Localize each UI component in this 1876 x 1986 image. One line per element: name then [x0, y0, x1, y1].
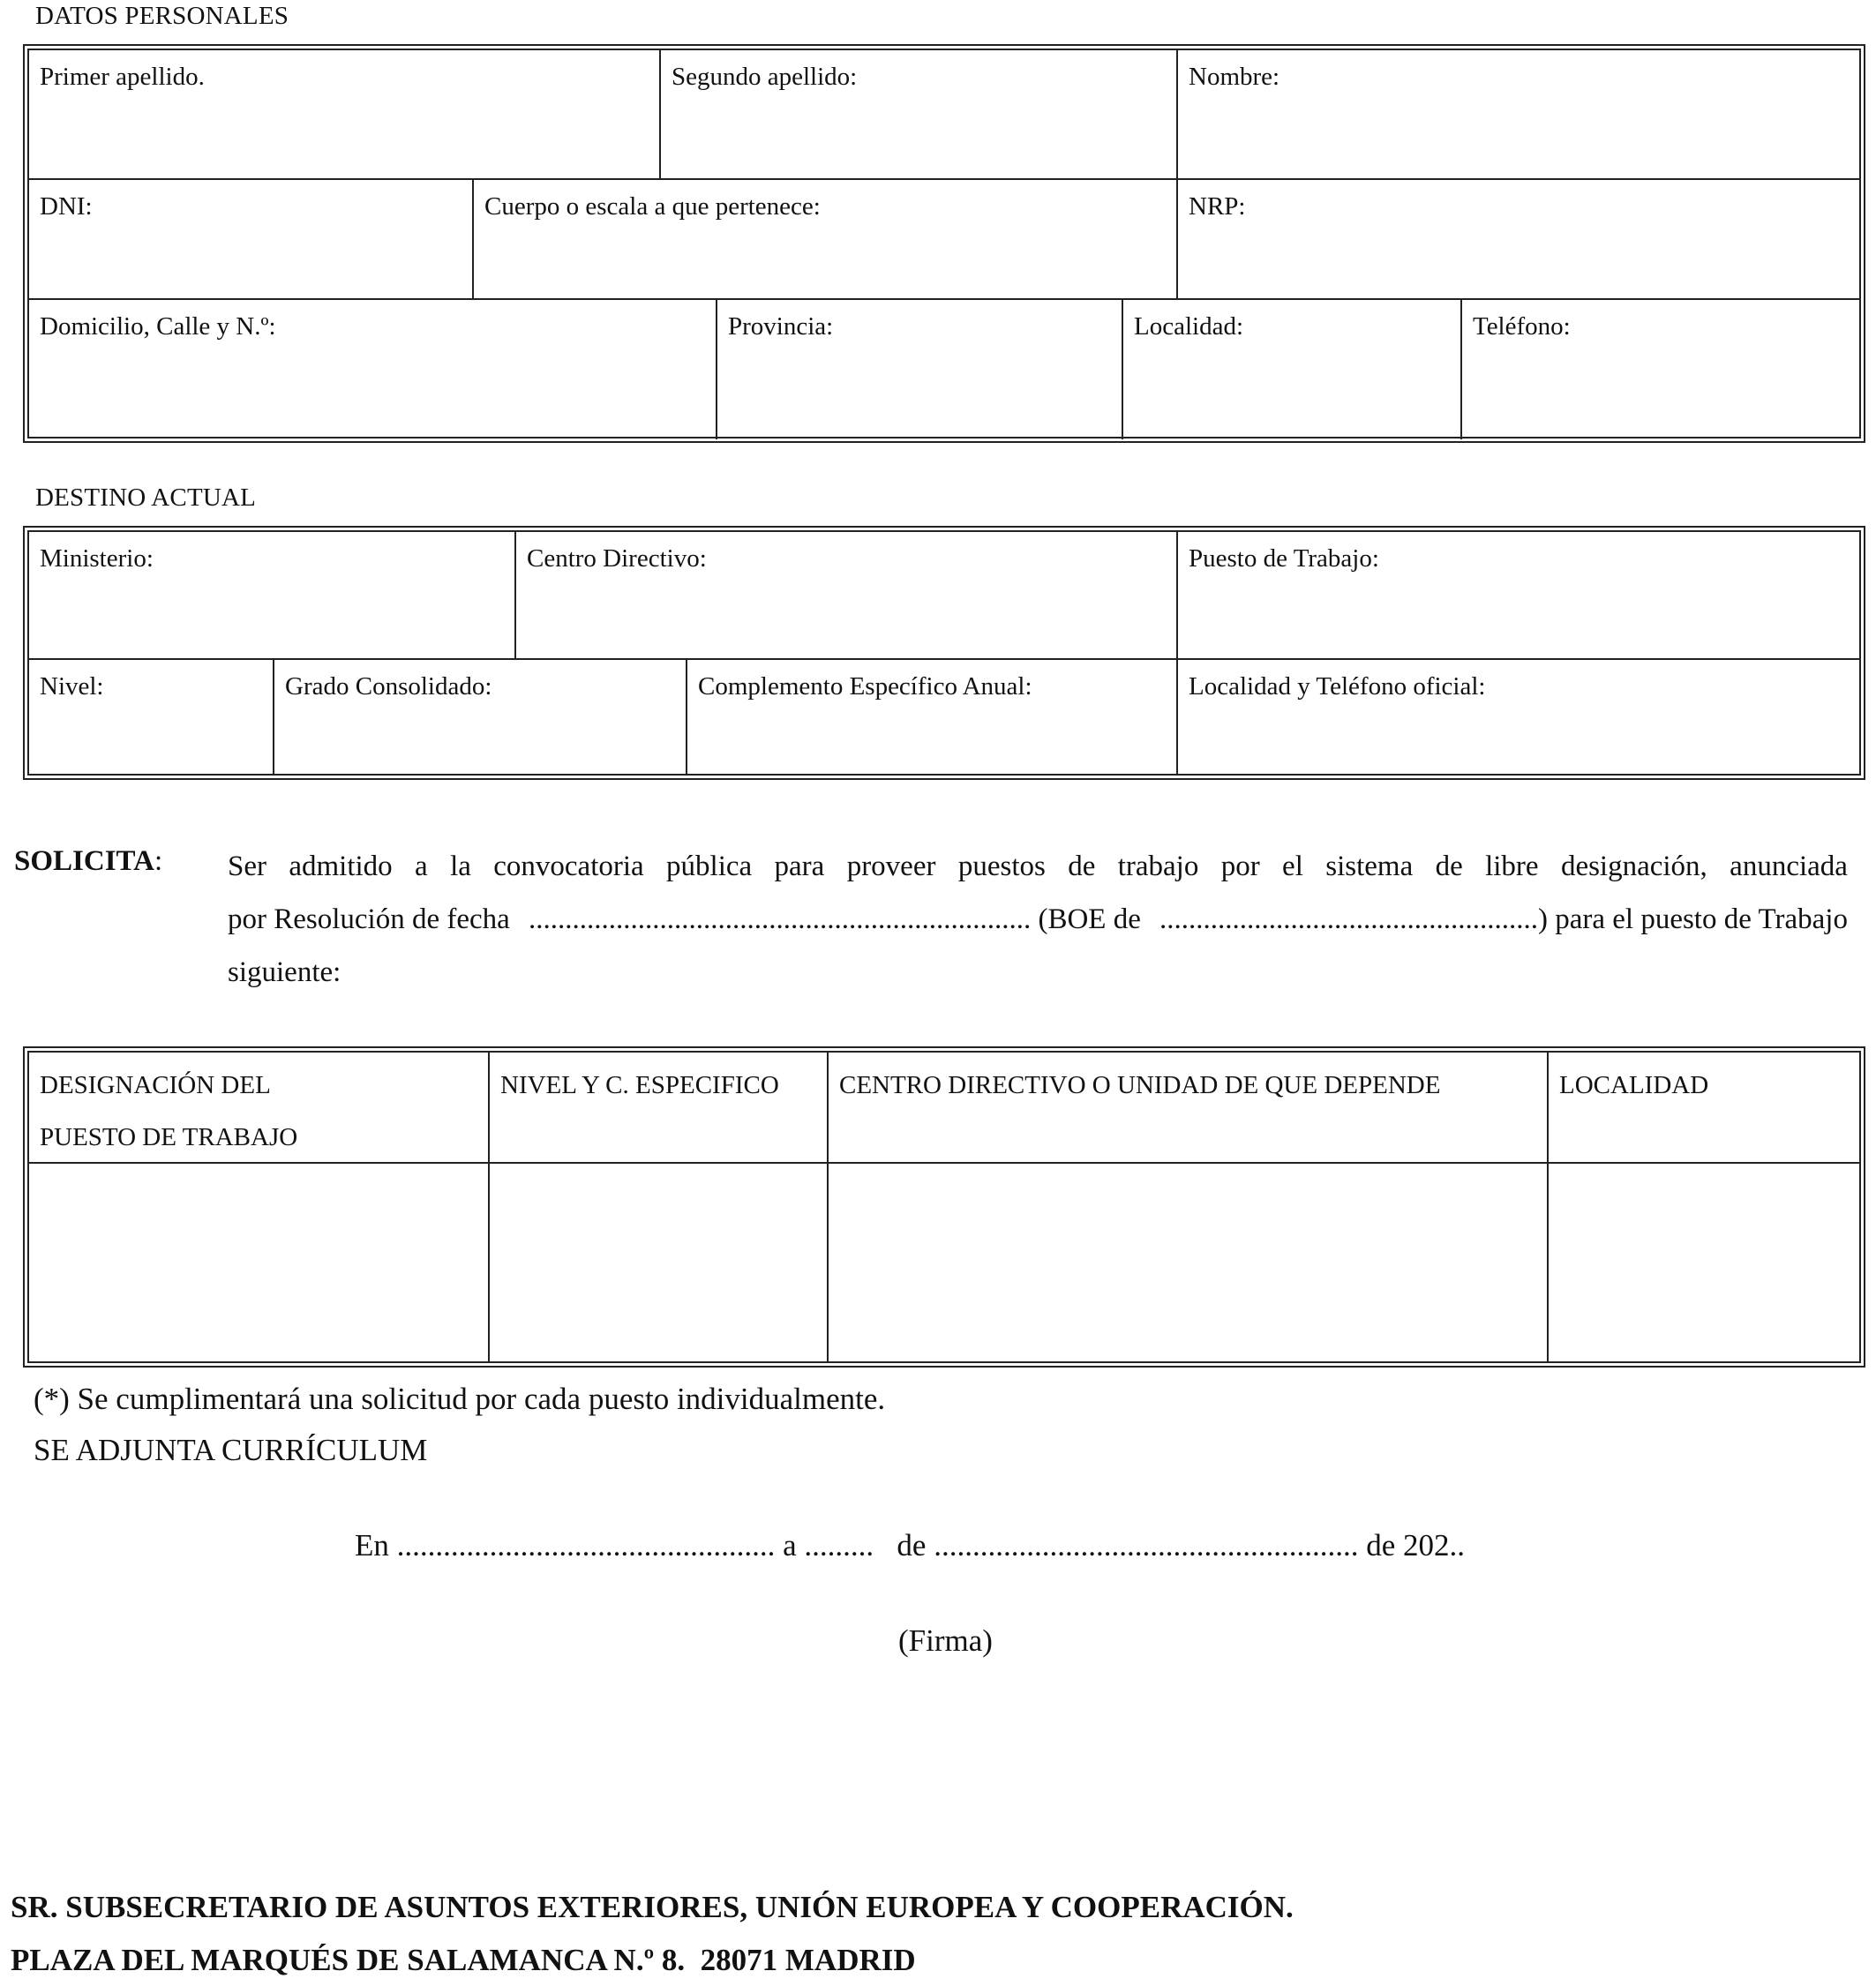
solicita-line2-word: por Resolución de fecha — [228, 903, 510, 935]
nrp-field[interactable]: NRP: — [1189, 192, 1246, 221]
header-localidad: LOCALIDAD — [1559, 1071, 1709, 1099]
solicita-line1-word: designación, — [1560, 851, 1707, 882]
dni-field[interactable]: DNI: — [40, 192, 93, 221]
grado-consolidado-field[interactable]: Grado Consolidado: — [285, 672, 492, 701]
nivel-input[interactable] — [490, 1164, 827, 1363]
solicita-line-1 — [228, 840, 1848, 893]
solicita-label-text: SOLICITA — [14, 845, 154, 877]
solicita-line-2 — [228, 893, 1848, 946]
footer-address: PLAZA DEL MARQUÉS DE SALAMANCA N.º 8. 28071 MADRID — [11, 1943, 916, 1977]
solicita-line1-word: trabajo — [1117, 851, 1199, 882]
solicita-line1-word: de — [1435, 851, 1463, 882]
solicita-line1-word: de — [1068, 851, 1096, 882]
adjunta-curriculum-text: SE ADJUNTA CURRÍCULUM — [34, 1433, 428, 1467]
solicita-line1-word: pública — [666, 851, 753, 882]
solicita-line1-word: para — [774, 851, 825, 882]
solicita-line1-word: el — [1282, 851, 1303, 882]
localidad-telefono-oficial-field[interactable]: Localidad y Teléfono oficial: — [1189, 672, 1486, 701]
firma-label: (Firma) — [898, 1623, 993, 1658]
solicita-label — [14, 845, 162, 878]
header-centro-directivo: CENTRO DIRECTIVO O UNIDAD DE QUE DEPENDE — [839, 1071, 1441, 1099]
solicita-paragraph — [228, 840, 1848, 999]
solicita-line1-word: puestos — [957, 851, 1046, 882]
solicita-line-3: siguiente: — [228, 956, 341, 988]
fecha-line[interactable]: En ................................................. a ......... de ....................................................... de 202.. — [355, 1528, 1465, 1563]
solicita-line1-word: convocatoria — [493, 851, 644, 882]
header-designacion-line1: DESIGNACIÓN DEL — [40, 1071, 271, 1099]
footer-addressee: SR. SUBSECRETARIO DE ASUNTOS EXTERIORES, UNIÓN EUROPEA Y COOPERACIÓN. — [11, 1890, 1294, 1924]
solicita-line1-word: Ser — [228, 851, 266, 882]
nombre-field[interactable]: Nombre: — [1189, 63, 1280, 91]
solicita-line1-word: anunciada — [1730, 851, 1848, 882]
datos-personales-table — [23, 44, 1865, 443]
solicita-colon: : — [154, 845, 163, 877]
solicita-line1-word: por — [1220, 851, 1260, 882]
header-designacion — [29, 1053, 488, 1162]
domicilio-field[interactable]: Domicilio, Calle y N.º: — [40, 312, 276, 341]
provincia-field[interactable]: Provincia: — [728, 312, 834, 341]
ministerio-field[interactable]: Ministerio: — [40, 544, 154, 573]
solicita-line1-word: libre — [1485, 851, 1539, 882]
cuerpo-escala-field[interactable]: Cuerpo o escala a que pertenece: — [484, 192, 821, 221]
designacion-input[interactable] — [29, 1164, 488, 1363]
note-text: (*) Se cumplimentará una solicitud por cada puesto individualmente. — [34, 1382, 886, 1416]
solicita-line1-word: admitido — [289, 851, 393, 882]
localidad-field[interactable]: Localidad: — [1134, 312, 1244, 341]
destino-actual-title: DESTINO ACTUAL — [35, 483, 257, 512]
solicita-line1-word: a — [415, 851, 428, 882]
datos-personales-title: DATOS PERSONALES — [35, 2, 289, 30]
destino-actual-table — [23, 526, 1865, 780]
solicita-line1-word: sistema — [1325, 851, 1414, 882]
telefono-field[interactable]: Teléfono: — [1473, 312, 1571, 341]
solicita-line2-word: ....................................................) para el puesto de Trabajo — [1159, 903, 1848, 935]
primer-apellido-field[interactable]: Primer apellido. — [40, 63, 205, 91]
puesto-trabajo-field[interactable]: Puesto de Trabajo: — [1189, 544, 1379, 573]
solicita-line1-word: la — [450, 851, 471, 882]
centro-directivo-input[interactable] — [829, 1164, 1547, 1363]
nivel-field[interactable]: Nivel: — [40, 672, 104, 701]
complemento-especifico-field[interactable]: Complemento Específico Anual: — [698, 672, 1032, 701]
localidad-input[interactable] — [1549, 1164, 1866, 1363]
solicita-line1-word: proveer — [846, 851, 936, 882]
centro-directivo-field[interactable]: Centro Directivo: — [527, 544, 707, 573]
header-designacion-line2: PUESTO DE TRABAJO — [40, 1123, 298, 1151]
puesto-table — [23, 1046, 1865, 1368]
header-nivel: NIVEL Y C. ESPECIFICO — [500, 1071, 779, 1099]
solicita-line2-word: ..................................................................... (BOE de — [528, 903, 1141, 935]
segundo-apellido-field[interactable]: Segundo apellido: — [672, 63, 858, 91]
